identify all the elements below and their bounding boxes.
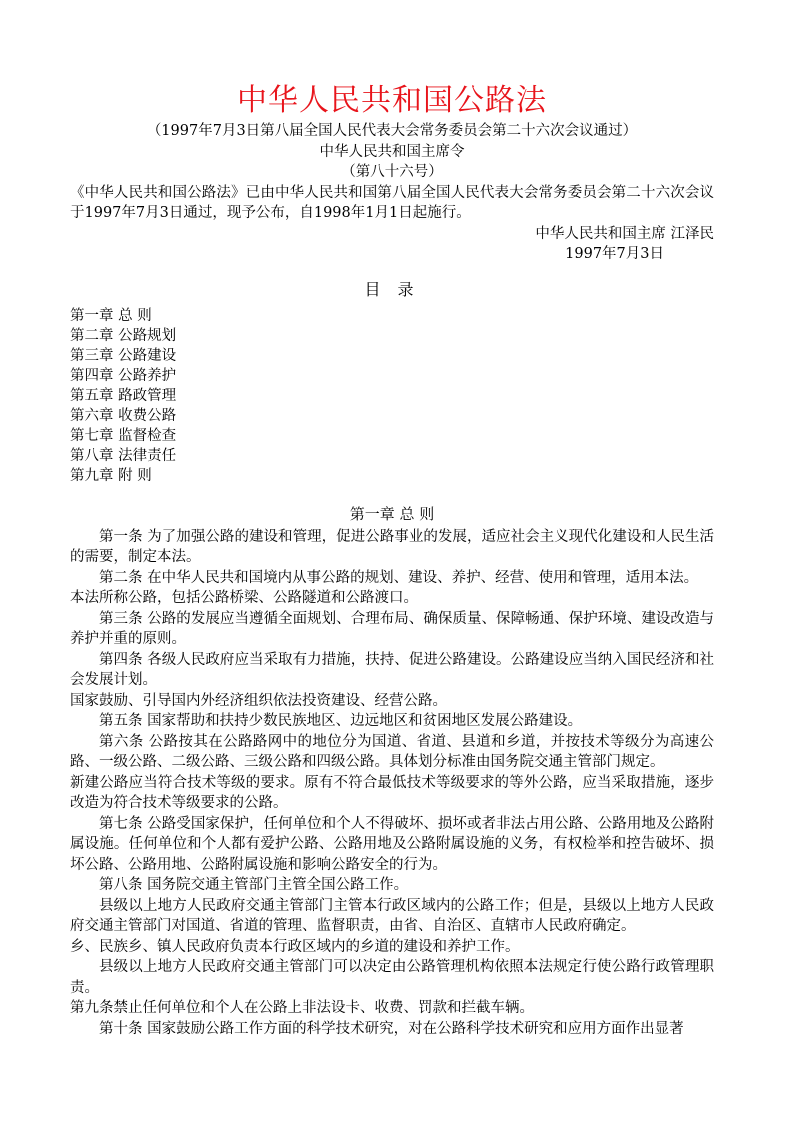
article-paragraph: 县级以上地方人民政府交通主管部门可以决定由公路管理机构依照本法规定行使公路行政管理职责。 [70,959,714,996]
article-paragraph: 第一条 为了加强公路的建设和管理，促进公路事业的发展，适应社会主义现代化建设和人民生活的需要，制定本法。 [70,528,714,565]
article-paragraph: 第九条禁止任何单位和个人在公路上非法设卡、收费、罚款和拦截车辆。 [70,1000,534,1016]
article-paragraph: 新建公路应当符合技术等级的要求。原有不符合最低技术等级要求的等外公路，应当采取措施，逐步改造为符合技术等级要求的公路。 [70,774,714,811]
toc-item: 第六章 收费公路 [70,408,177,424]
toc-item: 第四章 公路养护 [70,368,177,384]
article-paragraph: 本法所称公路，包括公路桥梁、公路隧道和公路渡口。 [70,590,418,606]
article-paragraph: 第四条 各级人民政府应当采取有力措施，扶持、促进公路建设。公路建设应当纳入国民经济和社会发展计划。 [70,651,714,688]
toc-item: 第九章 附 则 [70,468,152,484]
article-paragraph: 第七条 公路受国家保护，任何单位和个人不得破坏、损坏或者非法占用公路、公路用地及公路附属设施。任何单位和个人都有爱护公路、公路用地及公路附属设施的义务，有权检举和控告破坏、损坏公路、公路用地、公路附属设施和影响公路安全的行为。 [70,815,714,873]
signature: 中华人民共和国主席 江泽民 [535,225,714,242]
article-paragraph: 第三条 公路的发展应当遵循全面规划、合理布局、确保质量、保障畅通、保护环境、建设改造与养护并重的原则。 [70,610,714,647]
toc-item: 第一章 总 则 [70,308,152,324]
promulgation-text: 《中华人民共和国公路法》已由中华人民共和国第八届全国人民代表大会常务委员会第二十六次会议于1997年7月3日通过，现予公布，自1998年1月1日起施行。 [70,184,714,221]
signature-date: 1997年7月3日 [565,246,664,262]
toc-item: 第八章 法律责任 [70,448,177,464]
article-paragraph: 第八条 国务院交通主管部门主管全国公路工作。 [99,877,409,893]
chapter-heading: 第一章 总 则 [349,505,435,523]
article-paragraph: 第二条 在中华人民共和国境内从事公路的规划、建设、养护、经营、使用和管理，适用本法。 [99,569,699,586]
article-paragraph: 第六条 公路按其在公路路网中的地位分为国道、省道、县道和乡道，并按技术等级分为高速公路、一级公路、二级公路、三级公路和四级公路。具体划分标准由国务院交通主管部门规定。 [70,733,714,770]
toc-item: 第三章 公路建设 [70,348,177,364]
toc-item: 第五章 路政管理 [70,388,177,404]
article-paragraph: 第五条 国家帮助和扶持少数民族地区、边远地区和贫困地区发展公路建设。 [99,713,583,729]
order-number: （第八十六号） [341,164,443,180]
toc-item: 第七章 监督检查 [70,428,177,444]
order-title: 中华人民共和国主席令 [319,143,465,160]
article-paragraph: 国家鼓励、引导国内外经济组织依法投资建设、经营公路。 [70,692,447,709]
article-paragraph: 县级以上地方人民政府交通主管部门主管本行政区域内的公路工作；但是，县级以上地方人民政府交通主管部门对国道、省道的管理、监督职责，由省、自治区、直辖市人民政府确定。 [70,897,714,934]
toc-heading: 目 录 [364,279,420,299]
toc-item: 第二章 公路规划 [70,328,177,344]
table-of-contents [70,306,714,486]
document-page [70,84,714,1039]
chapter-body [70,527,714,1040]
document-title: 中华人民共和国公路法 [237,83,547,118]
article-paragraph: 第十条 国家鼓励公路工作方面的科学技术研究，对在公路科学技术研究和应用方面作出显著 [99,1020,684,1037]
article-paragraph: 乡、民族乡、镇人民政府负责本行政区域内的乡道的建设和养护工作。 [70,938,520,955]
adoption-note: （1997年7月3日第八届全国人民代表大会常务委员会第二十六次会议通过） [146,123,638,139]
